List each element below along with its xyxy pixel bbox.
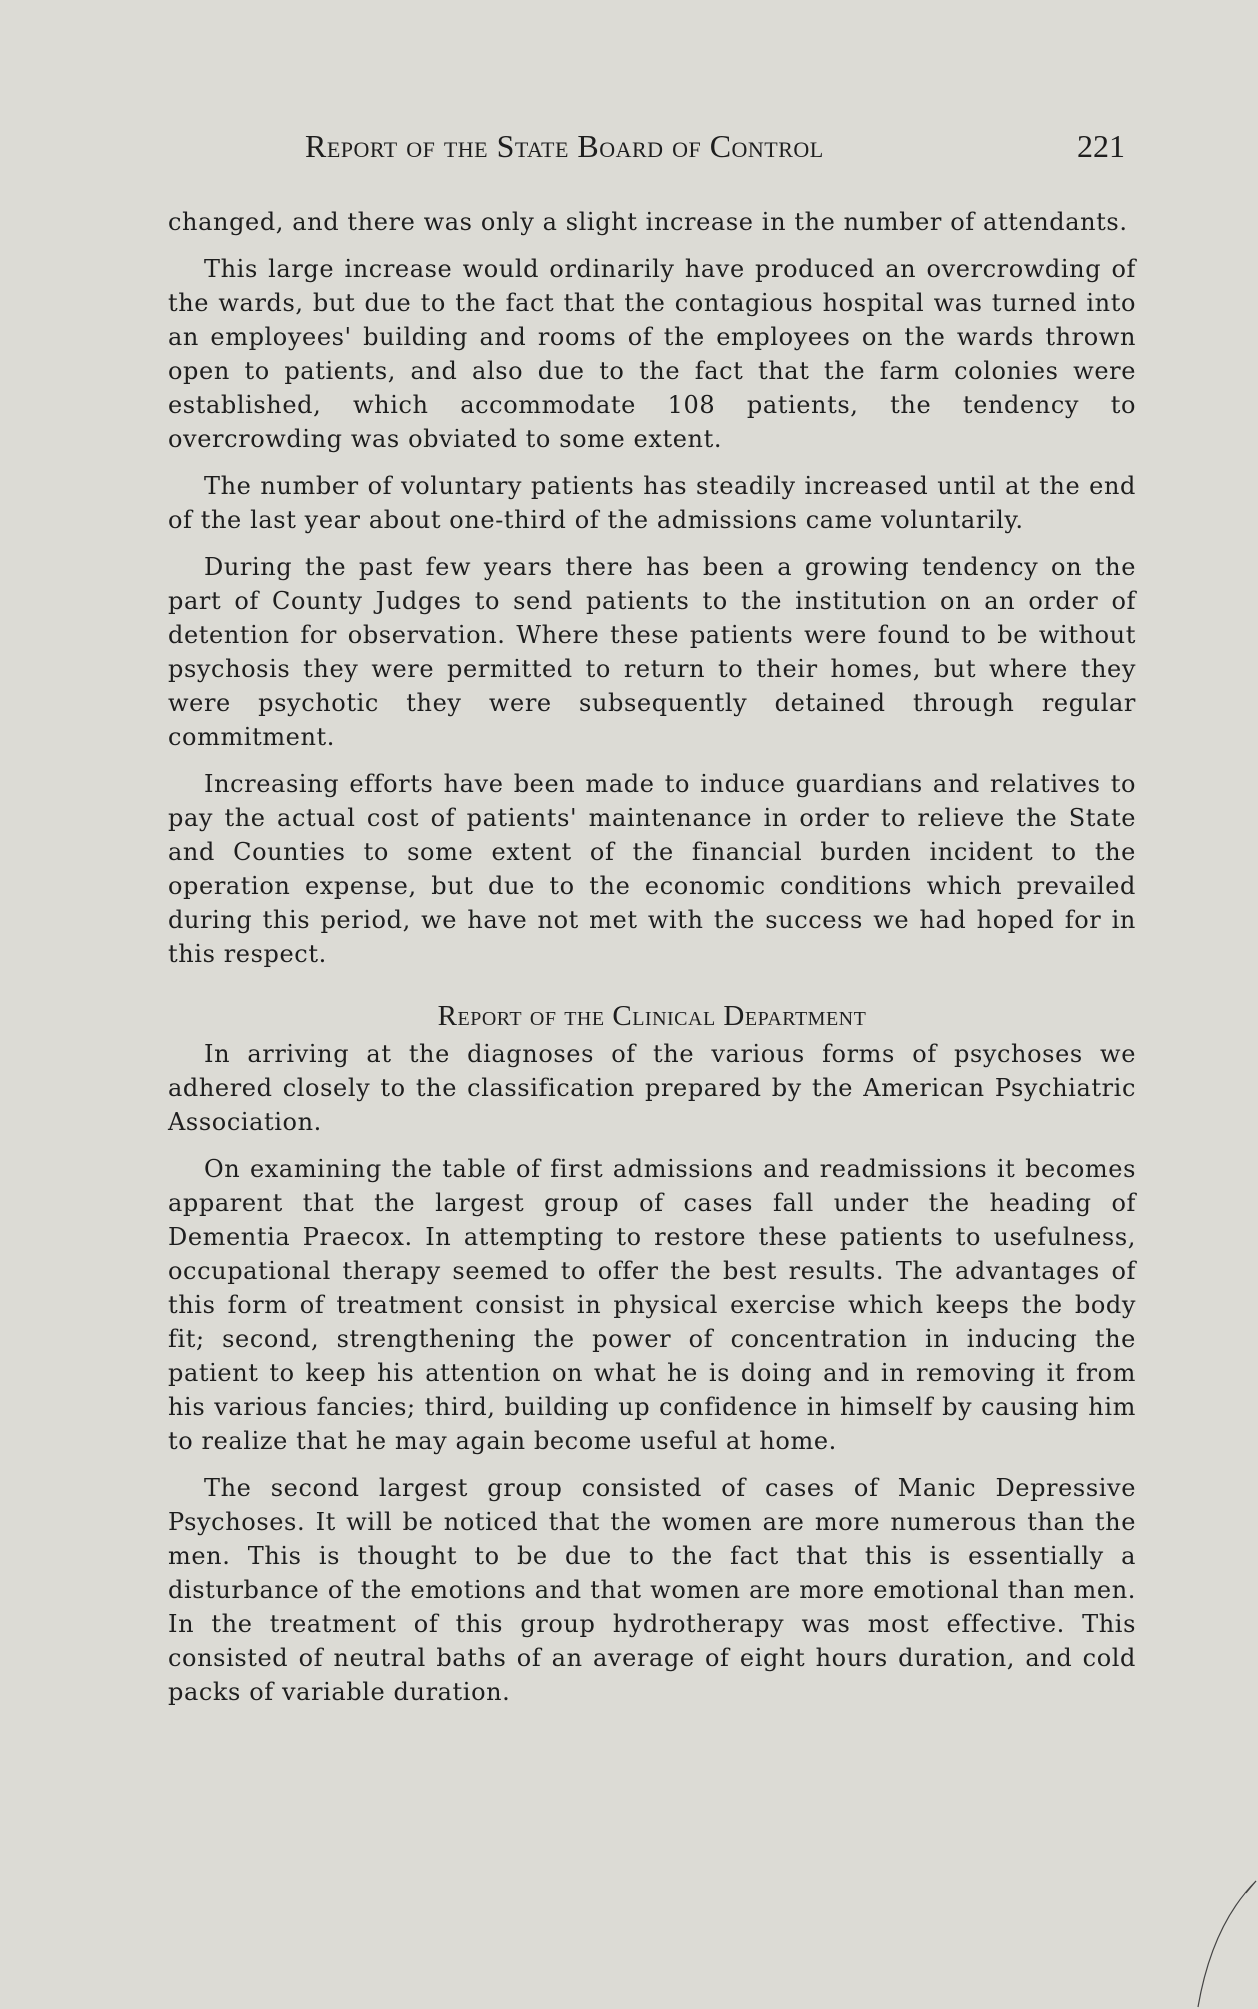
paragraph: This large increase would ordinarily have produced an overcrowding of the wards, but due to the fact that the contagious hospital was turned into an employees' building and rooms of the employees on the wards thrown open to patients, and also due to the fact that the farm colonies were established, which accommodate 108 patients, the tendency to overcrowding was obviated to some extent. <box>168 255 1136 453</box>
paragraph: Increasing efforts have been made to induce guardians and relatives to pay the actual cost of patients' maintenance in order to relieve the State and Counties to some extent of the financial burden incident to the operation expense, but due to the economic conditions which prevailed during this period, we have not met with the success we had hoped for in this respect. <box>168 770 1136 968</box>
page-number: 221 <box>1077 128 1125 164</box>
body-text <box>168 205 1136 1722</box>
paragraph: During the past few years there has been a growing tendency on the part of County Judges to send patients to the institution on an order of detention for observation. Where these patients were found to be without psychosis they were permitted to return to their homes, but where they were psychotic they were subsequently detained through regular commitment. <box>168 553 1136 751</box>
paragraph: The second largest group consisted of cases of Manic Depressive Psychoses. It will be noticed that the women are more numerous than the men. This is thought to be due to the fact that this is essentially a disturbance of the emotions and that women are more emotional than men. In the treatment of this group hydrotherapy was most effective. This consisted of neutral baths of an average of eight hours duration, and cold packs of variable duration. <box>168 1474 1136 1706</box>
paragraph: In arriving at the diagnoses of the various forms of psychoses we adhered closely to the classification prepared by the American Psychiatric Association. <box>168 1040 1136 1136</box>
paragraph: The number of voluntary patients has steadily increased until at the end of the last year about one-third of the admissions came voluntarily. <box>168 472 1136 534</box>
section-heading: Report of the Clinical Department <box>437 1000 867 1032</box>
page-edge-mark <box>1178 1879 1258 2009</box>
running-head-title: Report of the State Board of Control <box>305 128 824 164</box>
paragraph: On examining the table of first admissions and readmissions it becomes apparent that the largest group of cases fall under the heading of Dementia Praecox. In attempting to restore these patients to usefulness, occupational therapy seemed to offer the best results. The advantages of this form of treatment consist in physical exercise which keeps the body fit; second, strengthening the power of concentration in inducing the patient to keep his attention on what he is doing and in removing it from his various fancies; third, building up confidence in himself by causing him to realize that he may again become useful at home. <box>168 1155 1136 1455</box>
paragraph: changed, and there was only a slight increase in the number of attendants. <box>168 208 1128 236</box>
